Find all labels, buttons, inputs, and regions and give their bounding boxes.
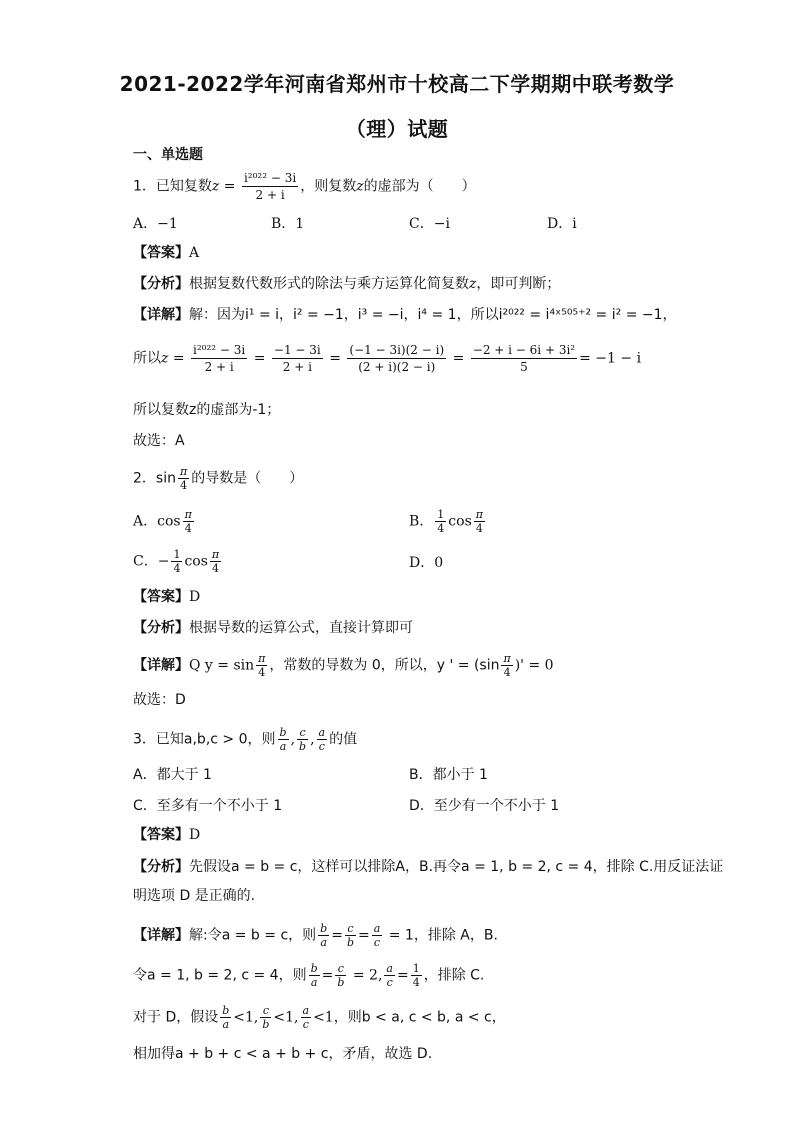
q3-analysis-2: 明选项 D 是正确的.: [133, 888, 256, 904]
q1-option-a: A．−1: [133, 216, 178, 232]
q3-analysis-1: 【分析】先假设a = b = c，这样可以排除A，B.再令a = 1, b = 2, c = 4，排除 C.用反证法证: [133, 859, 724, 875]
q3-detail-1: 【详解】解:令a = b = c，则 $\frac{b}{a}$ = $\frac{c}{b}$ = $\frac{a}{c}$ = 1，排除 A，B.: [133, 922, 498, 949]
q3-stem: 3．已知a,b,c > 0，则 $\frac{b}{a}$ , $\frac{c}{b}$ , $\frac{a}{c}$ 的值: [133, 726, 358, 753]
q2-option-a: A．cos $\frac{\pi}{4}$: [133, 508, 192, 535]
q1-stem: 1．已知复数z = $\frac{\text{i²⁰²² − 3i}}{2 + i}$ ，则复数z的虚部为（ ）: [133, 171, 476, 202]
q3-answer: 【答案】D: [133, 827, 201, 843]
q3-option-d: D．至少有一个不小于 1: [409, 798, 560, 814]
q3-option-b: B．都小于 1: [409, 767, 488, 783]
document-title-line1: 2021-2022学年河南省郑州市十校高二下学期期中联考数学: [119, 72, 675, 96]
q1-detail-2: 所以z = $\frac{\text{i²⁰²² − 3i}}{2 + i}$ = $\frac{-1 - 3i}{2 + i}$ = $\frac{(-1 - 3i)(2 - i)}{(2 + i)(2 - i)}$ = $\frac{\text{−2 + i − 6i + 3i²}}{5}$ = −1 − i: [133, 343, 642, 374]
q1-answer: 【答案】A: [133, 245, 200, 261]
q2-detail: 【详解】Q y = sin $\frac{\pi}{4}$ ，常数的导数为 0，所以，y ' = (sin $\frac{\pi}{4}$ )' = 0: [133, 652, 554, 679]
q2-stem: 2．sin $\frac{\pi}{4}$ 的导数是（ ）: [133, 465, 304, 492]
q1-option-d: D．i: [547, 216, 577, 232]
q1-analysis: 【分析】根据复数代数形式的除法与乘方运算化简复数z，即可判断；: [133, 276, 561, 292]
q3-option-c: C．至多有一个不小于 1: [133, 798, 283, 814]
q1-option-c: C．−i: [409, 216, 450, 232]
q3-option-a: A．都大于 1: [133, 767, 212, 783]
q3-detail-3: 对于 D，假设 $\frac{b}{a}$ <1, $\frac{c}{b}$ <1, $\frac{a}{c}$ <1，则b < a, c < b, a < c，: [133, 1004, 506, 1031]
q3-detail-2: 令a = 1, b = 2, c = 4，则 $\frac{b}{a}$ = $\frac{c}{b}$ = 2, $\frac{a}{c}$ = $\frac{1}{4}$ ，排除 C.: [133, 962, 485, 989]
q1-detail-3: 所以复数z的虚部为-1；: [133, 402, 281, 418]
q1-option-b: B．1: [271, 216, 305, 232]
q3-detail-4: 相加得a + b + c < a + b + c，矛盾，故选 D.: [133, 1046, 433, 1062]
q2-analysis: 【分析】根据导数的运算公式，直接计算即可: [133, 620, 413, 636]
section-heading: 一、单选题: [133, 147, 203, 163]
q1-detail-4: 故选：A: [133, 433, 185, 449]
q1-fraction: $\frac{\text{i²⁰²² − 3i}}{2 + i}$: [243, 171, 297, 202]
q2-conclusion: 故选：D: [133, 692, 186, 708]
document-title-line2: （理）试题: [345, 117, 449, 141]
q2-option-d: D．0: [409, 555, 444, 571]
q2-answer: 【答案】D: [133, 589, 201, 605]
q2-option-b: B． $\frac{1}{4}$ cos $\frac{\pi}{4}$: [409, 508, 483, 535]
q1-detail-1: 【详解】解：因为i¹ = i，i² = −1，i³ = −i，i⁴ = 1，所以i²⁰²² = i⁴ˣ⁵⁰⁵⁺² = i² = −1，: [133, 307, 677, 323]
q2-option-c: C．− $\frac{1}{4}$ cos $\frac{\pi}{4}$: [133, 548, 220, 575]
